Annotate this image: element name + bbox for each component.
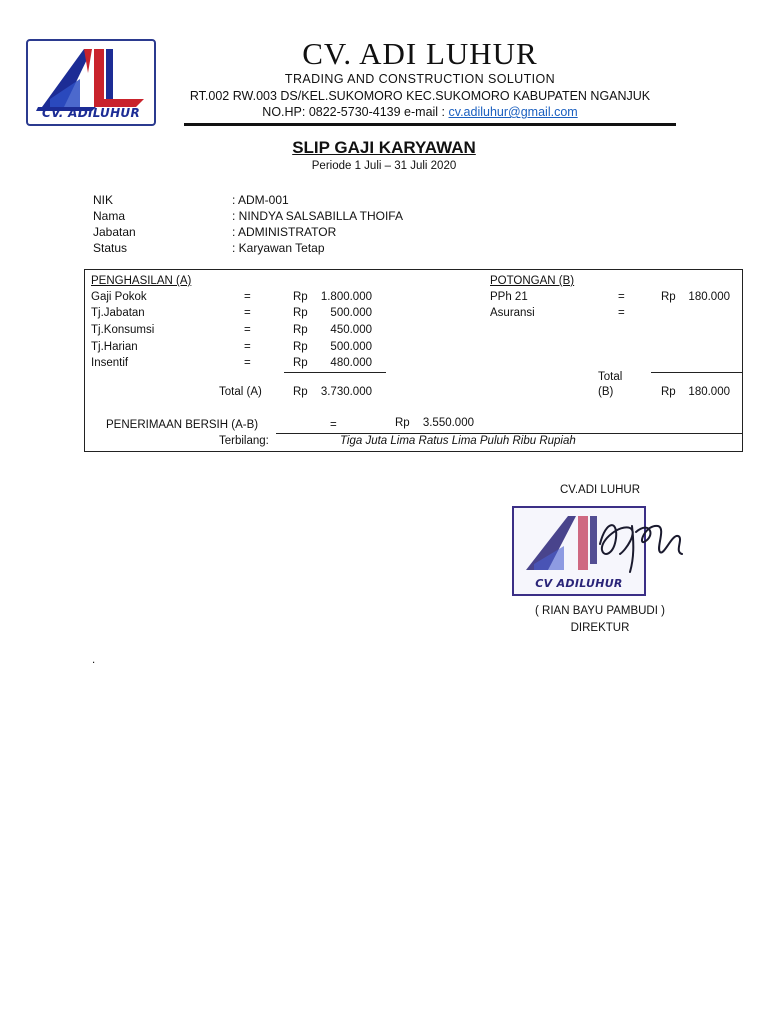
income-eq: = bbox=[244, 324, 251, 336]
income-label: Tj.Jabatan bbox=[91, 307, 145, 319]
income-currency: Rp bbox=[293, 291, 308, 303]
income-eq: = bbox=[244, 341, 251, 353]
employee-value-nik: : ADM-001 bbox=[232, 193, 289, 207]
logo-emblem-icon bbox=[36, 45, 148, 111]
net-pay-eq: = bbox=[330, 419, 337, 431]
deduction-eq: = bbox=[618, 307, 625, 319]
footnote-dot: . bbox=[92, 654, 96, 666]
income-amount: 1.800.000 bbox=[320, 291, 372, 303]
income-total-amount: 3.730.000 bbox=[320, 386, 372, 398]
deduction-currency: Rp bbox=[661, 291, 676, 303]
company-tagline: TRADING AND CONSTRUCTION SOLUTION bbox=[284, 72, 556, 86]
income-label: Tj.Konsumsi bbox=[91, 324, 155, 336]
income-eq: = bbox=[244, 291, 251, 303]
deduction-amount: 180.000 bbox=[688, 291, 730, 303]
company-logo bbox=[26, 39, 156, 126]
company-name: CV. ADI LUHUR bbox=[302, 36, 538, 71]
income-label: Gaji Pokok bbox=[91, 291, 147, 303]
income-total-currency: Rp bbox=[293, 386, 308, 398]
income-amount: 500.000 bbox=[330, 307, 372, 319]
employee-label-position: Jabatan bbox=[93, 225, 136, 239]
employee-label-name: Nama bbox=[93, 209, 126, 223]
net-pay-amount: 3.550.000 bbox=[422, 417, 474, 429]
handwritten-signature bbox=[560, 514, 690, 584]
deductions-heading: POTONGAN (B) bbox=[490, 275, 575, 287]
deduction-label: PPh 21 bbox=[490, 291, 528, 303]
email-link[interactable]: cv.adiluhur@gmail.com bbox=[448, 105, 578, 119]
signatory-name: ( RIAN BAYU PAMBUDI ) bbox=[535, 605, 665, 617]
signatory-position: DIREKTUR bbox=[570, 622, 630, 634]
deduction-eq: = bbox=[618, 291, 625, 303]
stamp-text: CV ADILUHUR bbox=[535, 577, 623, 590]
slip-period: Periode 1 Juli – 31 Juli 2020 bbox=[311, 160, 457, 172]
income-sum-rule bbox=[284, 372, 386, 373]
deduction-total-label-b: (B) bbox=[598, 386, 614, 398]
income-eq: = bbox=[244, 307, 251, 319]
header-divider bbox=[184, 123, 676, 126]
income-currency: Rp bbox=[293, 307, 308, 319]
deduction-label: Asuransi bbox=[490, 307, 535, 319]
company-contact bbox=[180, 105, 660, 119]
slip-title: SLIP GAJI KARYAWAN bbox=[292, 138, 476, 157]
income-label: Insentif bbox=[91, 357, 129, 369]
income-amount: 500.000 bbox=[330, 341, 372, 353]
income-currency: Rp bbox=[293, 324, 308, 336]
employee-label-status: Status bbox=[93, 241, 128, 255]
employee-value-name: : NINDYA SALSABILLA THOIFA bbox=[232, 209, 403, 223]
income-eq: = bbox=[244, 357, 251, 369]
amount-in-words: Tiga Juta Lima Ratus Lima Puluh Ribu Rupiah bbox=[340, 435, 576, 447]
income-currency: Rp bbox=[293, 357, 308, 369]
signature-company: CV.ADI LUHUR bbox=[559, 484, 641, 496]
income-total-label: Total (A) bbox=[219, 386, 262, 398]
deduction-sum-rule bbox=[651, 372, 743, 373]
net-pay-currency: Rp bbox=[395, 417, 410, 429]
income-label: Tj.Harian bbox=[91, 341, 138, 353]
income-amount: 480.000 bbox=[330, 357, 372, 369]
employee-value-status: : Karyawan Tetap bbox=[232, 241, 325, 255]
income-amount: 450.000 bbox=[330, 324, 372, 336]
net-pay-rule bbox=[276, 433, 743, 434]
employee-value-position: : ADMINISTRATOR bbox=[232, 225, 337, 239]
logo-text: CV. ADILUHUR bbox=[41, 106, 141, 120]
income-heading: PENGHASILAN (A) bbox=[91, 275, 192, 287]
income-currency: Rp bbox=[293, 341, 308, 353]
deduction-total-label: Total bbox=[598, 371, 623, 383]
contact-phone: NO.HP: 0822-5730-4139 e-mail : bbox=[262, 105, 446, 119]
deduction-total-amount: 180.000 bbox=[688, 386, 730, 398]
company-address: RT.002 RW.003 DS/KEL.SUKOMORO KEC.SUKOMORO KABUPATEN NGANJUK bbox=[189, 89, 651, 103]
employee-label-nik: NIK bbox=[93, 193, 114, 207]
deduction-total-currency: Rp bbox=[661, 386, 676, 398]
net-pay-label: PENERIMAAN BERSIH (A-B) bbox=[106, 419, 259, 431]
amount-in-words-label: Terbilang: bbox=[219, 435, 269, 447]
